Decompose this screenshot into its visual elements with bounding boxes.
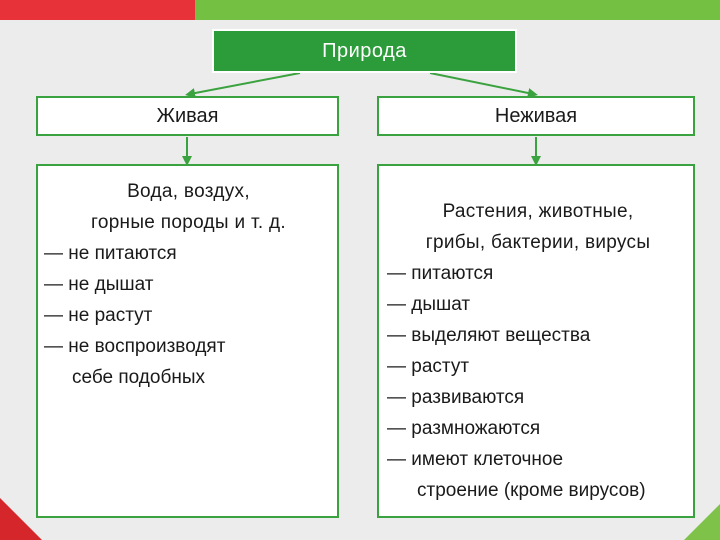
- left-list-item: — не растут: [44, 305, 153, 326]
- left-list-item-continuation: себе подобных: [72, 367, 205, 388]
- right-branch-header: [377, 96, 695, 136]
- root-node-label: Природа: [322, 39, 407, 62]
- left-list-item: — не воспроизводят: [44, 336, 226, 357]
- right-list-item: — дышат: [387, 294, 471, 315]
- right-branch-title: Неживая: [494, 104, 578, 127]
- left-list-item: — не дышат: [44, 274, 154, 295]
- right-list-item: — питаются: [387, 263, 494, 284]
- left-branch-body: [36, 164, 339, 518]
- right-list-item: — растут: [387, 356, 470, 377]
- right-list-item: — выделяют вещества: [387, 325, 591, 346]
- right-list-item: — размножаются: [387, 418, 541, 439]
- arrow-root-to-left: [190, 73, 300, 94]
- left-branch-header: [36, 96, 339, 136]
- right-list-item: — развиваются: [387, 387, 525, 408]
- left-branch-title: Живая: [156, 104, 219, 127]
- right-heading-line: грибы, бактерии, вирусы: [425, 232, 651, 253]
- root-node-box: [212, 29, 517, 73]
- right-branch-body: [377, 164, 695, 518]
- left-list-item: — не питаются: [44, 243, 177, 264]
- right-heading-line: Растения, животные,: [442, 201, 634, 222]
- left-heading-line: горные породы и т. д.: [91, 212, 286, 233]
- arrow-root-to-right: [430, 73, 533, 94]
- right-list-item-continuation: строение (кроме вирусов): [417, 480, 646, 501]
- left-heading-line: Вода, воздух,: [127, 181, 250, 202]
- right-list-item: — имеют клеточное: [387, 449, 564, 470]
